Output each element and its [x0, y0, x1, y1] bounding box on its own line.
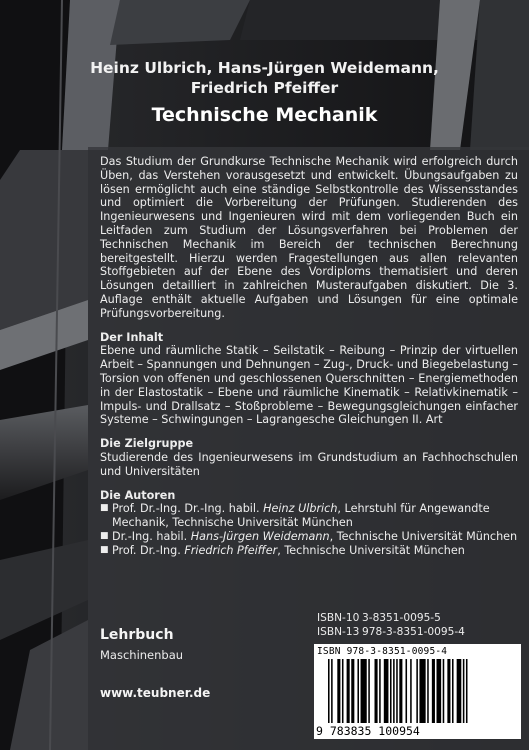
section-text-zielgruppe: Studierende des Ingenieurwesens im Grundstudium an Fachhochschulen und Universitäten [100, 450, 518, 478]
barcode-digits: 9 783835 100954 [316, 724, 420, 738]
bullet-square-icon: ■ [100, 530, 109, 541]
isbn10-value: 3-8351-0095-5 [362, 612, 441, 624]
barcode-bar [361, 659, 367, 723]
barcode-bar [351, 659, 354, 723]
barcode-bar [337, 659, 340, 723]
barcode [314, 644, 521, 739]
barcode-bar [437, 659, 442, 723]
section-heading-inhalt: Der Inhalt [100, 330, 164, 344]
section-zielgruppe [100, 437, 518, 478]
barcode-bar [427, 659, 429, 723]
bullet-square-icon: ■ [100, 503, 109, 514]
author-line-1: Heinz Ulbrich, Hans-Jürgen Weidemann, [90, 59, 439, 77]
barcode-bar [379, 659, 381, 723]
author-line-2: Friedrich Pfeiffer [190, 79, 339, 97]
intro-paragraph: Das Studium der Grundkurse Technische Mechanik wird erfolgreich durch Üben, das Verstehen vorausgesetzt und entwickelt. Übungsaufgaben zu lösen ermöglicht auch eine ständige Selbstkontrolle des Wissensstandes und optimiert die Vorbereitung der Prüfungen. Studierenden des Ingenieurwesens und Ingenieuren wird mit dem vorliegenden Buch ein Leitfaden zum Studium der Lösungsverfahren bei Problemen der Technischen Mechanik im Bereich der technischen Berechnung bereitgestellt. Hierzu werden Fragestellungen aus allen relevanten Stoffgebieten auf der Ebene des Vordiploms thematisiert und deren Lösungen detailliert in zahlreichen Musteraufgaben diskutiert. Die 3. Auflage enthält aktuelle Aufgaben und Lösungen für eine optimale Prüfungsvorbereitung. [100, 155, 518, 320]
isbn13-label: ISBN-13 [317, 626, 360, 638]
barcode-bar [347, 659, 350, 723]
section-inhalt [100, 331, 518, 428]
subject-label: Maschinenbau [100, 648, 184, 662]
barcode-bar [357, 659, 359, 723]
barcode-bar [457, 659, 462, 723]
bullet-square-icon: ■ [100, 544, 109, 555]
author-affiliation: , Lehrstuhl für Angewandte Mechanik, Technische Universität München [112, 502, 490, 530]
barcode-bar [466, 659, 468, 723]
author-name: Heinz Ulbrich [263, 502, 338, 516]
isbn13-value: 978-3-8351-0095-4 [362, 626, 465, 638]
barcode-bar [375, 659, 378, 723]
section-heading-zielgruppe: Die Zielgruppe [100, 437, 194, 451]
barcode-bar [447, 659, 450, 723]
author-list [100, 502, 518, 557]
book-title: Technische Mechanik [151, 104, 378, 126]
barcode-bar [443, 659, 445, 723]
author-title: Dr.-Ing. habil. [112, 529, 191, 543]
barcode-isbn-text: ISBN 978-3-8351-0095-4 [317, 646, 448, 657]
author-title: Prof. Dr.-Ing. Dr.-Ing. habil. [112, 502, 264, 516]
barcode-bars-icon [328, 659, 508, 723]
barcode-bar [416, 659, 418, 723]
barcode-bar [399, 659, 402, 723]
genre-label: Lehrbuch [100, 627, 174, 643]
barcode-bar [410, 659, 412, 723]
barcode-bar [331, 659, 333, 723]
back-cover-text [100, 155, 518, 558]
author-affiliation: , Technische Universität München [277, 543, 465, 557]
barcode-bar [452, 659, 454, 723]
barcode-bar [328, 659, 330, 723]
author-name: Hans-Jürgen Weidemann [190, 529, 330, 543]
barcode-bar [463, 659, 465, 723]
barcode-bar [406, 659, 408, 723]
list-item [100, 502, 518, 530]
barcode-bar [368, 659, 370, 723]
list-item [100, 530, 518, 544]
author-name: Friedrich Pfeiffer [184, 543, 278, 557]
publisher-url[interactable]: www.teubner.de [100, 686, 211, 700]
isbn-block [317, 611, 465, 639]
section-autoren [100, 489, 518, 558]
barcode-bar [384, 659, 389, 723]
barcode-bar [342, 659, 344, 723]
section-text-inhalt: Ebene und räumliche Statik – Seilstatik – Reibung – Prinzip der virtuellen Arbeit – Spannungen und Dehnungen – Zug-, Druck- und Biegebelastung – Torsion von offenen und geschlossenen Querschnitten – Energiemethoden in der Elastostatik – Ebene und räumliche Kinematik – Relativkinematik – Impuls- und Drallsatz – Stoßprobleme – Bewegungsgleichungen einfacher Systeme – Schwingungen – Lagrangesche Gleichungen II. Art [100, 344, 518, 427]
barcode-bar [390, 659, 392, 723]
author-names [0, 58, 529, 98]
barcode-bar [393, 659, 395, 723]
author-title: Prof. Dr.-Ing. [112, 543, 185, 557]
barcode-bar [419, 659, 425, 723]
author-affiliation: , Technische Universität München [329, 529, 518, 543]
barcode-bar [396, 659, 398, 723]
isbn10-label: ISBN-10 [317, 612, 360, 624]
barcode-bar [432, 659, 435, 723]
section-heading-autoren: Die Autoren [100, 488, 176, 502]
list-item [100, 544, 518, 558]
